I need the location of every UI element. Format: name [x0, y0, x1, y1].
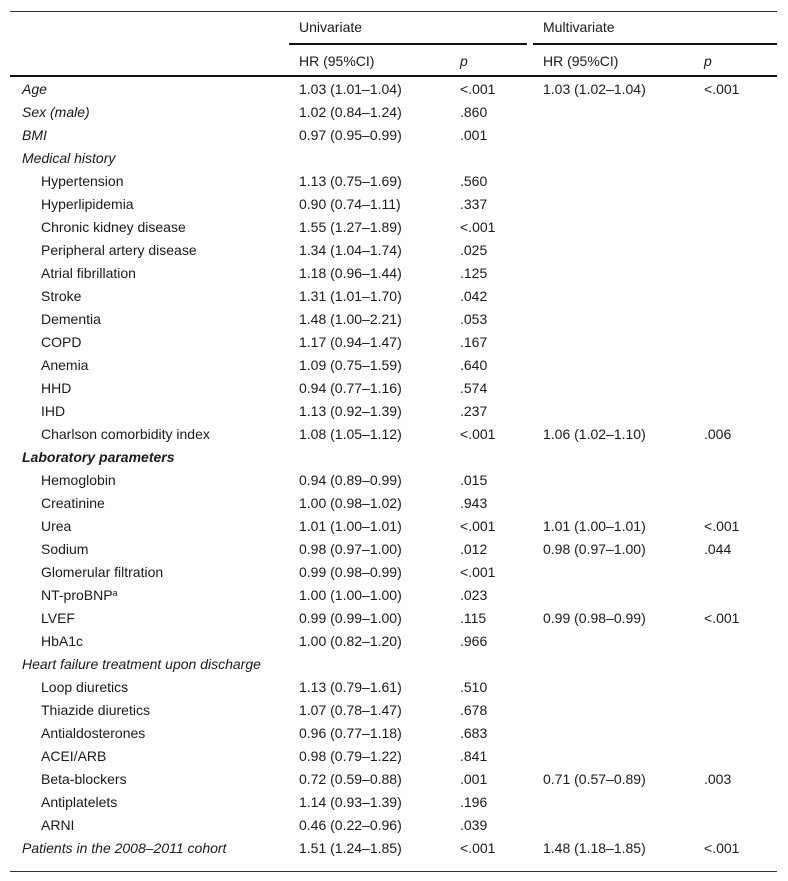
univariate-hr-cell: 1.08 (1.05–1.12)	[299, 426, 402, 442]
row-label: Antiplatelets	[41, 794, 118, 810]
row-label: Peripheral artery disease	[41, 242, 197, 258]
row-label: Anemia	[41, 357, 89, 373]
univariate-p-cell: <.001	[460, 564, 496, 580]
row-label: Sex (male)	[22, 104, 90, 120]
univariate-p-cell: .039	[460, 817, 488, 833]
multivariate-p-header: p	[704, 53, 712, 69]
univariate-p-cell: .678	[460, 702, 488, 718]
row-label	[41, 587, 118, 603]
multivariate-hr-cell: 1.03 (1.02–1.04)	[543, 81, 646, 97]
row-label: Patients in the 2008–2011 cohort	[22, 840, 227, 856]
header-rule	[10, 75, 777, 77]
row-label: Glomerular filtration	[41, 564, 164, 580]
univariate-hr-cell: 1.02 (0.84–1.24)	[299, 104, 402, 120]
univariate-hr-cell: 1.13 (0.75–1.69)	[299, 173, 402, 189]
univariate-hr-cell: 0.72 (0.59–0.88)	[299, 771, 402, 787]
univariate-p-cell: .196	[460, 794, 488, 810]
univariate-hr-cell: 1.00 (1.00–1.00)	[299, 587, 402, 603]
multivariate-hr-cell: 0.71 (0.57–0.89)	[543, 771, 646, 787]
univariate-hr-cell: 1.55 (1.27–1.89)	[299, 219, 402, 235]
univariate-hr-cell: 0.46 (0.22–0.96)	[299, 817, 402, 833]
multivariate-p-cell: .044	[704, 541, 732, 557]
univariate-p-cell: .574	[460, 380, 488, 396]
univariate-hr-cell: 0.94 (0.77–1.16)	[299, 380, 402, 396]
row-label: Age	[22, 81, 47, 97]
univariate-hr-cell: 1.17 (0.94–1.47)	[299, 334, 402, 350]
row-label-text: NT-proBNP	[41, 587, 113, 603]
row-label: Hyperlipidemia	[41, 196, 134, 212]
univariate-hr-cell: 0.98 (0.97–1.00)	[299, 541, 402, 557]
row-label: ARNI	[41, 817, 75, 833]
row-label: Laboratory parameters	[22, 449, 175, 465]
univariate-p-cell: .115	[460, 610, 487, 626]
univariate-hr-header: HR (95%CI)	[299, 53, 375, 69]
univariate-p-cell: .025	[460, 242, 488, 258]
row-label: Charlson comorbidity index	[41, 426, 210, 442]
univariate-hr-cell: 0.98 (0.79–1.22)	[299, 748, 402, 764]
univariate-p-cell: .560	[460, 173, 488, 189]
row-label: COPD	[41, 334, 82, 350]
univariate-p-header: p	[460, 53, 468, 69]
univariate-hr-cell: 0.99 (0.99–1.00)	[299, 610, 402, 626]
multivariate-hr-cell: 1.01 (1.00–1.01)	[543, 518, 646, 534]
univariate-p-cell: .023	[460, 587, 488, 603]
univariate-hr-cell: 1.00 (0.98–1.02)	[299, 495, 402, 511]
univariate-p-cell: <.001	[460, 426, 496, 442]
univariate-hr-cell: 0.97 (0.95–0.99)	[299, 127, 402, 143]
univariate-p-cell: .167	[460, 334, 488, 350]
univariate-hr-cell: 1.13 (0.79–1.61)	[299, 679, 402, 695]
univariate-hr-cell: 1.18 (0.96–1.44)	[299, 265, 402, 281]
univariate-hr-cell: 0.99 (0.98–0.99)	[299, 564, 402, 580]
univariate-header: Univariate	[299, 19, 363, 35]
row-label: LVEF	[41, 610, 75, 626]
univariate-p-cell: .966	[460, 633, 488, 649]
univariate-hr-cell: 1.14 (0.93–1.39)	[299, 794, 402, 810]
univariate-p-cell: <.001	[460, 219, 496, 235]
row-label: Antialdosterones	[41, 725, 146, 741]
row-label: HbA1c	[41, 633, 84, 649]
univariate-p-cell: .125	[460, 265, 488, 281]
univariate-p-cell: .042	[460, 288, 488, 304]
multivariate-p-cell: .003	[704, 771, 732, 787]
univariate-p-cell: .237	[460, 403, 488, 419]
multivariate-hr-cell: 1.48 (1.18–1.85)	[543, 840, 646, 856]
multivariate-hr-cell: 0.98 (0.97–1.00)	[543, 541, 646, 557]
row-label: Creatinine	[41, 495, 105, 511]
row-label: Heart failure treatment upon discharge	[22, 656, 261, 672]
univariate-group-rule	[289, 43, 527, 45]
univariate-p-cell: .053	[460, 311, 488, 327]
row-label: Hypertension	[41, 173, 124, 189]
row-label: Stroke	[41, 288, 82, 304]
univariate-p-cell: .841	[460, 748, 488, 764]
univariate-hr-cell: 0.96 (0.77–1.18)	[299, 725, 402, 741]
univariate-hr-cell: 1.51 (1.24–1.85)	[299, 840, 402, 856]
univariate-hr-cell: 1.09 (0.75–1.59)	[299, 357, 402, 373]
univariate-p-cell: <.001	[460, 840, 496, 856]
row-label: Dementia	[41, 311, 101, 327]
multivariate-p-cell: .006	[704, 426, 732, 442]
multivariate-group-rule	[533, 43, 777, 45]
univariate-p-cell: <.001	[460, 518, 496, 534]
multivariate-p-cell: <.001	[704, 840, 740, 856]
univariate-p-cell: .001	[460, 771, 488, 787]
univariate-p-cell: .012	[460, 541, 488, 557]
row-label: Loop diuretics	[41, 679, 129, 695]
univariate-hr-cell: 1.03 (1.01–1.04)	[299, 81, 402, 97]
univariate-hr-cell: 1.07 (0.78–1.47)	[299, 702, 402, 718]
univariate-p-cell: .683	[460, 725, 488, 741]
univariate-p-cell: .510	[460, 679, 488, 695]
univariate-hr-cell: 0.94 (0.89–0.99)	[299, 472, 402, 488]
univariate-p-cell: .943	[460, 495, 488, 511]
univariate-hr-cell: 1.00 (0.82–1.20)	[299, 633, 402, 649]
row-label: IHD	[41, 403, 66, 419]
footnote-marker: a	[112, 588, 118, 598]
row-label: BMI	[22, 127, 47, 143]
multivariate-p-cell: <.001	[704, 518, 740, 534]
row-label: Urea	[41, 518, 72, 534]
multivariate-hr-cell: 1.06 (1.02–1.10)	[543, 426, 646, 442]
univariate-p-cell: .860	[460, 104, 488, 120]
univariate-hr-cell: 1.31 (1.01–1.70)	[299, 288, 402, 304]
univariate-p-cell: .640	[460, 357, 488, 373]
row-label: Thiazide diuretics	[41, 702, 150, 718]
univariate-p-cell: .015	[460, 472, 488, 488]
row-label: Beta-blockers	[41, 771, 127, 787]
multivariate-header: Multivariate	[543, 19, 615, 35]
bottom-rule	[10, 871, 777, 872]
row-label: Chronic kidney disease	[41, 219, 186, 235]
univariate-hr-cell: 1.34 (1.04–1.74)	[299, 242, 402, 258]
multivariate-p-cell: <.001	[704, 81, 740, 97]
multivariate-hr-cell: 0.99 (0.98–0.99)	[543, 610, 646, 626]
top-rule	[10, 11, 777, 12]
univariate-p-cell: .337	[460, 196, 488, 212]
univariate-hr-cell: 1.01 (1.00–1.01)	[299, 518, 402, 534]
row-label: Sodium	[41, 541, 89, 557]
row-label: HHD	[41, 380, 72, 396]
row-label: Medical history	[22, 150, 116, 166]
univariate-p-cell: .001	[460, 127, 488, 143]
univariate-p-cell: <.001	[460, 81, 496, 97]
univariate-hr-cell: 1.48 (1.00–2.21)	[299, 311, 402, 327]
univariate-hr-cell: 1.13 (0.92–1.39)	[299, 403, 402, 419]
row-label: Atrial fibrillation	[41, 265, 136, 281]
univariate-hr-cell: 0.90 (0.74–1.11)	[299, 196, 401, 212]
multivariate-p-cell: <.001	[704, 610, 740, 626]
multivariate-hr-header: HR (95%CI)	[543, 53, 619, 69]
row-label: Hemoglobin	[41, 472, 116, 488]
row-label: ACEI/ARB	[41, 748, 107, 764]
